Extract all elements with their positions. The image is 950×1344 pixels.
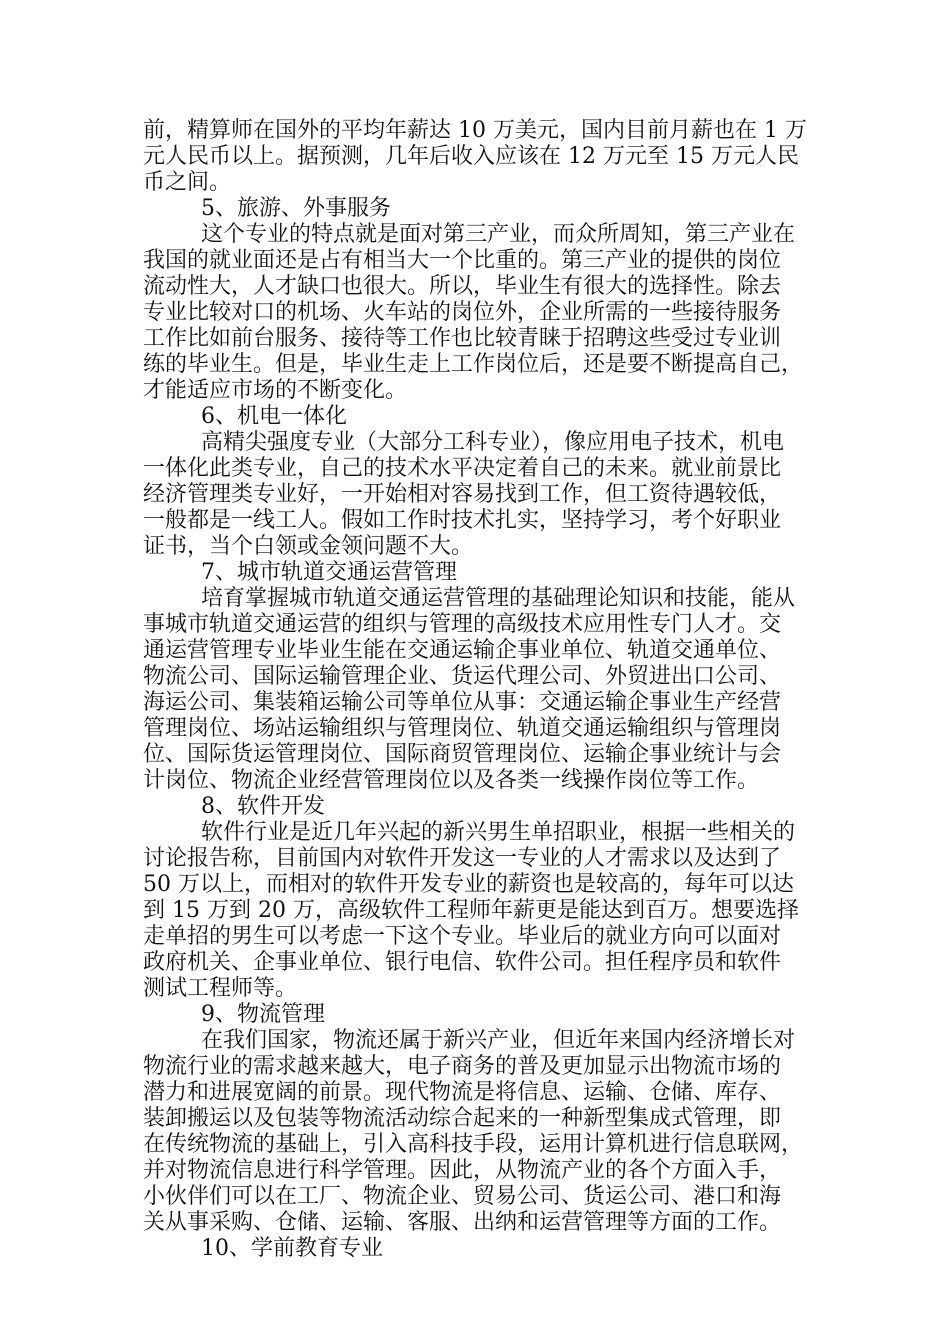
text-line: 小伙伴们可以在工厂、物流企业、贸易公司、货运公司、港口和海 bbox=[143, 1184, 782, 1209]
text-line: 前，精算师在国外的平均年薪达 10 万美元，国内目前月薪也在 1 万 bbox=[143, 118, 807, 143]
text-line: 政府机关、企事业单位、银行电信、软件公司。担任程序员和软件 bbox=[143, 950, 782, 975]
text-line: 6、机电一体化 bbox=[201, 404, 347, 429]
text-line: 流动性大，人才缺口也很大。所以，毕业生有很大的选择性。除去 bbox=[143, 274, 782, 299]
text-line: 我国的就业面还是占有相当大一个比重的。第三产业的提供的岗位 bbox=[143, 248, 782, 273]
text-line: 物流公司、国际运输管理企业、货运代理公司、外贸进出口公司、 bbox=[143, 664, 782, 689]
text-line: 海运公司、集装箱运输公司等单位从事：交通运输企事业生产经营 bbox=[143, 690, 782, 715]
text-line: 才能适应市场的不断变化。 bbox=[143, 378, 408, 403]
text-line: 计岗位、物流企业经营管理岗位以及各类一线操作岗位等工作。 bbox=[143, 768, 760, 793]
text-line: 10、学前教育专业 bbox=[201, 1236, 383, 1261]
text-line: 管理岗位、场站运输组织与管理岗位、轨道交通运输组织与管理岗 bbox=[143, 716, 782, 741]
text-line: 证书，当个白领或金领问题不大。 bbox=[143, 534, 474, 559]
text-line: 9、物流管理 bbox=[201, 1002, 325, 1027]
text-line: 在传统物流的基础上，引入高科技手段，运用计算机进行信息联网， bbox=[143, 1132, 804, 1157]
text-line: 潜力和进展宽阔的前景。现代物流是将信息、运输、仓储、库存、 bbox=[143, 1080, 782, 1105]
text-line: 到 15 万到 20 万，高级软件工程师年薪更是能达到百万。想要选择 bbox=[143, 898, 799, 923]
document-page bbox=[143, 118, 813, 1262]
text-line: 装卸搬运以及包装等物流活动综合起来的一种新型集成式管理，即 bbox=[143, 1106, 782, 1131]
text-line: 这个专业的特点就是面对第三产业，而众所周知，第三产业在 bbox=[201, 222, 796, 247]
text-line: 测试工程师等。 bbox=[143, 976, 298, 1001]
text-line: 5、旅游、外事服务 bbox=[201, 196, 391, 221]
text-line: 高精尖强度专业（大部分工科专业），像应用电子技术，机电 bbox=[201, 430, 785, 455]
text-line: 一般都是一线工人。假如工作时技术扎实，坚持学习，考个好职业 bbox=[143, 508, 782, 533]
text-line: 专业比较对口的机场、火车站的岗位外，企业所需的一些接待服务 bbox=[143, 300, 782, 325]
text-line: 走单招的男生可以考虑一下这个专业。毕业后的就业方向可以面对 bbox=[143, 924, 782, 949]
text-line: 并对物流信息进行科学管理。因此，从物流产业的各个方面入手， bbox=[143, 1158, 782, 1183]
text-line: 7、城市轨道交通运营管理 bbox=[201, 560, 457, 585]
text-line: 练的毕业生。但是，毕业生走上工作岗位后，还是要不断提高自己， bbox=[143, 352, 804, 377]
text-line: 关从事采购、仓储、运输、客服、出纳和运营管理等方面的工作。 bbox=[143, 1210, 782, 1235]
text-line: 50 万以上，而相对的软件开发专业的薪资也是较高的，每年可以达 bbox=[143, 872, 794, 897]
text-line: 培育掌握城市轨道交通运营管理的基础理论知识和技能，能从 bbox=[201, 586, 796, 611]
text-line: 物流行业的需求越来越大，电子商务的普及更加显示出物流市场的 bbox=[143, 1054, 782, 1079]
text-line: 在我们国家，物流还属于新兴产业，但近年来国内经济增长对 bbox=[201, 1028, 796, 1053]
text-line: 软件行业是近几年兴起的新兴男生单招职业，根据一些相关的 bbox=[201, 820, 796, 845]
text-line: 币之间。 bbox=[143, 170, 232, 195]
text-line: 一体化此类专业，自己的技术水平决定着自己的未来。就业前景比 bbox=[143, 456, 782, 481]
text-line: 事城市轨道交通运营的组织与管理的高级技术应用性专门人才。交 bbox=[143, 612, 782, 637]
text-line: 工作比如前台服务、接待等工作也比较青睐于招聘这些受过专业训 bbox=[143, 326, 782, 351]
text-line: 讨论报告称，目前国内对软件开发这一专业的人才需求以及达到了 bbox=[143, 846, 782, 871]
text-line: 位、国际货运管理岗位、国际商贸管理岗位、运输企事业统计与会 bbox=[143, 742, 782, 767]
text-line: 元人民币以上。据预测，几年后收入应该在 12 万元至 15 万元人民 bbox=[143, 144, 799, 169]
text-line: 通运营管理专业毕业生能在交通运输企事业单位、轨道交通单位、 bbox=[143, 638, 782, 663]
text-line: 经济管理类专业好，一开始相对容易找到工作，但工资待遇较低， bbox=[143, 482, 782, 507]
text-line: 8、软件开发 bbox=[201, 794, 325, 819]
